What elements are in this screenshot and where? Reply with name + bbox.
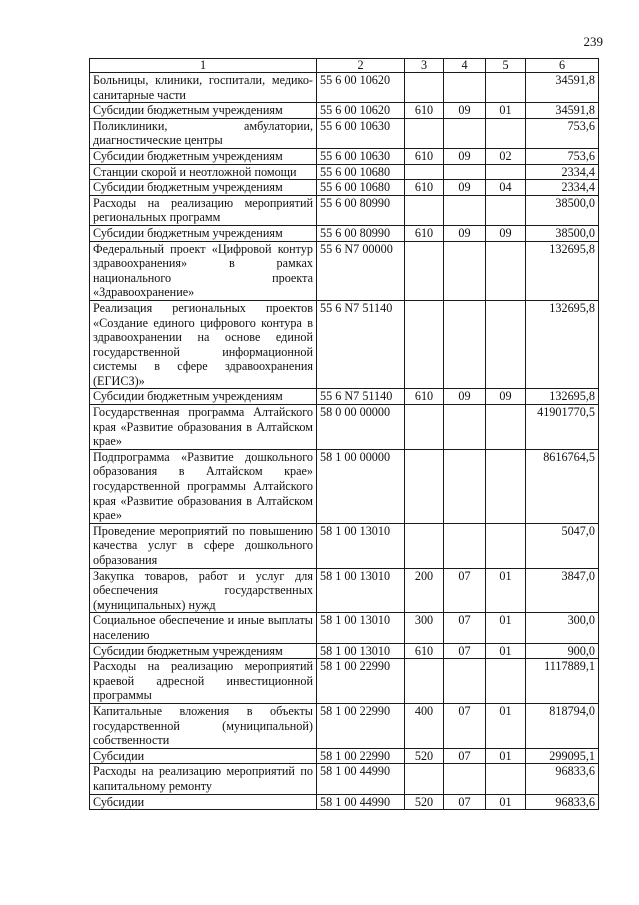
row-code-cell: 55 6 00 10620 [317,103,405,119]
row-code-cell: 58 1 00 13010 [317,523,405,568]
row-code-cell: 55 6 N7 00000 [317,241,405,300]
row-code-cell: 58 1 00 13010 [317,613,405,643]
row-name-cell: Субсидии [90,794,317,810]
row-subsection-cell [486,118,526,148]
row-name-cell: Субсидии бюджетным учреждениям [90,148,317,164]
row-expense-type-cell: 610 [405,103,444,119]
row-name-cell: Субсидии бюджетным учреждениям [90,389,317,405]
row-expense-type-cell: 610 [405,148,444,164]
table-row [90,748,599,764]
row-expense-type-cell [405,523,444,568]
row-section-cell: 09 [444,148,486,164]
row-expense-type-cell [405,118,444,148]
row-subsection-cell [486,300,526,389]
row-name-cell: Субсидии бюджетным учреждениям [90,180,317,196]
row-name-cell: Субсидии бюджетным учреждениям [90,103,317,119]
row-code-cell: 58 1 00 44990 [317,794,405,810]
row-expense-type-cell: 610 [405,180,444,196]
row-expense-type-cell: 520 [405,794,444,810]
row-amount-cell: 132695,8 [526,241,599,300]
row-section-cell [444,523,486,568]
row-amount-cell: 38500,0 [526,195,599,225]
row-code-cell: 55 6 00 80990 [317,225,405,241]
table-row [90,118,599,148]
table-row [90,568,599,613]
row-expense-type-cell [405,195,444,225]
row-name-cell: Поликлиники, амбулатории, диагностические центры [90,118,317,148]
row-code-cell: 55 6 00 10680 [317,180,405,196]
row-amount-cell: 5047,0 [526,523,599,568]
row-section-cell: 09 [444,103,486,119]
row-amount-cell: 34591,8 [526,103,599,119]
table-row [90,794,599,810]
row-name-cell: Капитальные вложения в объекты государственной (муниципальной) собственности [90,703,317,748]
row-expense-type-cell: 300 [405,613,444,643]
row-code-cell: 58 1 00 00000 [317,449,405,523]
row-expense-type-cell: 610 [405,225,444,241]
row-name-cell: Реализация региональных проектов «Создание единого цифрового контура в здравоохранении на основе единой государственной информационной системы в сфере здравоохранения (ЕГИСЗ)» [90,300,317,389]
budget-table [89,58,599,810]
row-amount-cell: 753,6 [526,148,599,164]
table-row [90,449,599,523]
row-subsection-cell: 01 [486,748,526,764]
row-subsection-cell [486,449,526,523]
column-header: 1 [90,59,317,73]
row-section-cell [444,118,486,148]
table-row [90,103,599,119]
row-name-cell: Закупка товаров, работ и услуг для обеспечения государственных (муниципальных) нужд [90,568,317,613]
row-name-cell: Федеральный проект «Цифровой контур здравоохранения» в рамках национального проекта «Здравоохранение» [90,241,317,300]
row-name-cell: Станции скорой и неотложной помощи [90,164,317,180]
row-section-cell [444,73,486,103]
column-header: 5 [486,59,526,73]
row-subsection-cell [486,195,526,225]
row-code-cell: 58 1 00 22990 [317,703,405,748]
row-amount-cell: 38500,0 [526,225,599,241]
row-amount-cell: 8616764,5 [526,449,599,523]
row-amount-cell: 1117889,1 [526,659,599,704]
row-name-cell: Расходы на реализацию мероприятий региональных программ [90,195,317,225]
row-subsection-cell [486,764,526,794]
row-section-cell [444,300,486,389]
row-expense-type-cell: 610 [405,389,444,405]
row-amount-cell: 753,6 [526,118,599,148]
row-amount-cell: 2334,4 [526,164,599,180]
page-number: 239 [583,34,603,49]
row-subsection-cell [486,164,526,180]
row-expense-type-cell [405,764,444,794]
row-subsection-cell [486,241,526,300]
row-amount-cell: 2334,4 [526,180,599,196]
row-section-cell [444,241,486,300]
row-amount-cell: 299095,1 [526,748,599,764]
row-subsection-cell: 01 [486,568,526,613]
row-amount-cell: 3847,0 [526,568,599,613]
row-code-cell: 58 1 00 22990 [317,748,405,764]
row-subsection-cell [486,73,526,103]
row-name-cell: Больницы, клиники, госпитали, медико-санитарные части [90,73,317,103]
table-row [90,164,599,180]
row-code-cell: 55 6 00 10630 [317,118,405,148]
row-amount-cell: 818794,0 [526,703,599,748]
row-subsection-cell: 09 [486,389,526,405]
row-section-cell [444,405,486,450]
row-subsection-cell: 09 [486,225,526,241]
row-subsection-cell: 02 [486,148,526,164]
table-row [90,389,599,405]
row-section-cell: 09 [444,180,486,196]
table-row [90,643,599,659]
row-expense-type-cell [405,73,444,103]
row-name-cell: Подпрограмма «Развитие дошкольного образования в Алтайском крае» государственной программы Алтайского края «Развитие образования в Алтайском крае» [90,449,317,523]
row-name-cell: Государственная программа Алтайского края «Развитие образования в Алтайском крае» [90,405,317,450]
row-section-cell: 07 [444,613,486,643]
row-subsection-cell [486,659,526,704]
row-section-cell: 09 [444,225,486,241]
row-expense-type-cell [405,241,444,300]
row-code-cell: 55 6 00 10630 [317,148,405,164]
table-row [90,73,599,103]
row-amount-cell: 132695,8 [526,300,599,389]
row-code-cell: 55 6 00 10620 [317,73,405,103]
table-row [90,195,599,225]
table-row [90,764,599,794]
row-subsection-cell: 01 [486,103,526,119]
row-name-cell: Социальное обеспечение и иные выплаты населению [90,613,317,643]
row-expense-type-cell: 610 [405,643,444,659]
row-code-cell: 58 1 00 22990 [317,659,405,704]
table-header-row [90,59,599,73]
column-header: 6 [526,59,599,73]
row-amount-cell: 34591,8 [526,73,599,103]
row-name-cell: Субсидии бюджетным учреждениям [90,643,317,659]
row-code-cell: 55 6 N7 51140 [317,300,405,389]
row-section-cell [444,659,486,704]
table-row [90,148,599,164]
row-section-cell: 07 [444,794,486,810]
row-subsection-cell: 01 [486,613,526,643]
row-code-cell: 58 1 00 44990 [317,764,405,794]
row-subsection-cell [486,523,526,568]
row-name-cell: Субсидии [90,748,317,764]
row-name-cell: Проведение мероприятий по повышению качества услуг в сфере дошкольного образования [90,523,317,568]
column-header: 3 [405,59,444,73]
row-expense-type-cell [405,405,444,450]
row-subsection-cell [486,405,526,450]
row-section-cell: 07 [444,703,486,748]
row-amount-cell: 96833,6 [526,764,599,794]
row-name-cell: Расходы на реализацию мероприятий краевой адресной инвестиционной программы [90,659,317,704]
row-amount-cell: 41901770,5 [526,405,599,450]
row-expense-type-cell [405,300,444,389]
row-section-cell [444,449,486,523]
row-name-cell: Расходы на реализацию мероприятий по капитальному ремонту [90,764,317,794]
table-row [90,225,599,241]
row-code-cell: 58 1 00 13010 [317,643,405,659]
table-row [90,523,599,568]
row-section-cell: 07 [444,643,486,659]
row-code-cell: 58 0 00 00000 [317,405,405,450]
row-expense-type-cell [405,449,444,523]
row-section-cell [444,164,486,180]
row-subsection-cell: 01 [486,703,526,748]
table-row [90,613,599,643]
row-code-cell: 58 1 00 13010 [317,568,405,613]
row-code-cell: 55 6 00 80990 [317,195,405,225]
row-section-cell: 07 [444,568,486,613]
table-row [90,300,599,389]
row-expense-type-cell: 200 [405,568,444,613]
row-amount-cell: 900,0 [526,643,599,659]
table-row [90,659,599,704]
row-section-cell: 09 [444,389,486,405]
row-amount-cell: 96833,6 [526,794,599,810]
row-subsection-cell: 04 [486,180,526,196]
row-subsection-cell: 01 [486,794,526,810]
row-amount-cell: 132695,8 [526,389,599,405]
column-header: 2 [317,59,405,73]
column-header: 4 [444,59,486,73]
table-row [90,241,599,300]
row-expense-type-cell: 400 [405,703,444,748]
row-subsection-cell: 01 [486,643,526,659]
row-code-cell: 55 6 N7 51140 [317,389,405,405]
row-expense-type-cell [405,164,444,180]
row-section-cell: 07 [444,748,486,764]
row-code-cell: 55 6 00 10680 [317,164,405,180]
table-row [90,405,599,450]
row-amount-cell: 300,0 [526,613,599,643]
row-section-cell [444,195,486,225]
table-row [90,703,599,748]
row-section-cell [444,764,486,794]
table-row [90,180,599,196]
row-expense-type-cell: 520 [405,748,444,764]
row-expense-type-cell [405,659,444,704]
row-name-cell: Субсидии бюджетным учреждениям [90,225,317,241]
